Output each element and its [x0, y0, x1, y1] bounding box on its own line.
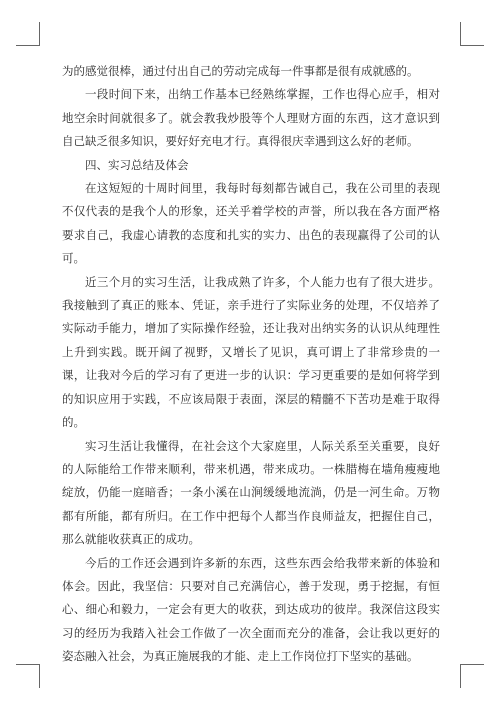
section-heading: 四、实习总结及体会 — [85, 157, 189, 172]
paragraph-5: 实习生活让我懂得，在社会这个大家庭里，人际关系至关重要，良好的人际能给工作带来顺利，带来机遇，带来成功。一株腊梅在墙角瘦瘦地绽放，仍能一庭暗香；一条小溪在山涧缓缓地流淌，仍是一河生命。万物都有所能，都有所归。在工作中把每个人都当作良师益友，把握住自己，那么就能收获真正的成功。 — [62, 438, 440, 547]
crop-mark-bottom-left-h — [16, 664, 40, 665]
crop-mark-top-left-v — [39, 22, 40, 46]
crop-mark-bottom-right-v — [460, 664, 461, 688]
crop-mark-top-right-v — [460, 22, 461, 46]
paragraph-4: 近三个月的实习生活，让我成熟了许多，个人能力也有了很大进步。我接触到了真正的账本、凭证，亲手进行了实际业务的处理，不仅培养了实际动手能力，增加了实际操作经验，还让我对出纳实务的认识从纯理性上升到实践。既开阔了视野，又增长了见识，真可谓上了非常珍贵的一课，让我对今后的学习有了更进一步的认识：学习更重要的是如何将学到的知识应用于实践，不应该局限于表面，深层的精髓不下苦功是难于取得的。 — [62, 274, 440, 430]
paragraph-2: 一段时间下来，出纳工作基本已经熟练掌握，工作也得心应手，相对地空余时间就很多了。就会教我炒股等个人理财方面的东西，这才意识到自己缺乏很多知识，要好好充电才行。真得很庆幸遇到这么好的老师。 — [62, 87, 440, 149]
document-body — [62, 60, 440, 669]
paragraph-1: 为的感觉很棒，通过付出自己的劳动完成每一件事都是很有成就感的。 — [62, 64, 419, 78]
crop-mark-bottom-right-h — [460, 664, 484, 665]
crop-mark-top-right-h — [460, 45, 484, 46]
paragraph-3: 在这短短的十周时间里，我每时每刻都告诫自己，我在公司里的表现不仅代表的是我个人的形象，还关乎着学校的声誉，所以我在各方面严格要求自己，我虚心请教的态度和扎实的实力、出色的表现赢得了公司的认可。 — [62, 181, 440, 266]
paragraph-6: 今后的工作还会遇到许多新的东西，这些东西会给我带来新的体验和体会。因此，我坚信：只要对自己充满信心，善于发现，勇于挖掘，有恒心、细心和毅力，一定会有更大的收获，到达成功的彼岸。我深信这段实习的经历为我踏入社会工作做了一次全面而充分的准备，会让我以更好的姿态融入社会，为真正施展我的才能、走上工作岗位打下坚实的基础。 — [62, 555, 440, 664]
crop-mark-top-left-h — [16, 45, 40, 46]
crop-mark-bottom-left-v — [39, 664, 40, 688]
